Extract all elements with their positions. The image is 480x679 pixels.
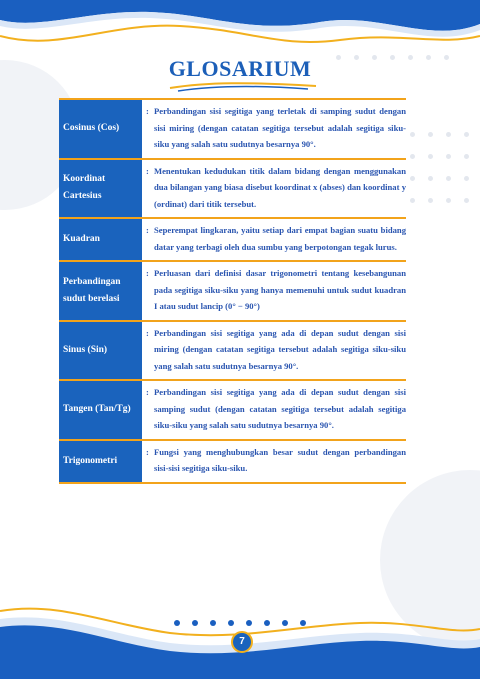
- glossary-row: [59, 441, 406, 484]
- decorative-dot-grid-right: [410, 132, 470, 232]
- definition-text: Fungsi yang menghubungkan besar sudut dengan perbandingan sisi-sisi segitiga siku-siku.: [154, 446, 406, 473]
- glossary-definition: : Perluasan dari definisi dasar trigonometri tentang kesebangunan pada segitiga siku-siku yang hanya memenuhi untuk sudut kuadran I atau sudut lancip (0° − 90°): [142, 262, 406, 320]
- definition-text: Perbandingan sisi segitiga yang ada di depan sudut dengan sisi miring (dengan catatan segitiga tersebut adalah segitiga siku-siku yang salah satu sudutnya besarnya 90°.: [154, 327, 406, 371]
- glossary-term: Sinus (Sin): [59, 322, 142, 380]
- glossary-definition: : Fungsi yang menghubungkan besar sudut dengan perbandingan sisi-sisi segitiga siku-siku.: [142, 441, 406, 482]
- glossary-row: [59, 262, 406, 322]
- glossary-definition: : Seperempat lingkaran, yaitu setiap dari empat bagian suatu bidang datar yang terbagi oleh dua sumbu yang berpotongan tegak lurus.: [142, 219, 406, 260]
- definition-text: Perbandingan sisi segitiga yang ada di depan sudut dengan sisi samping sudut (dengan catatan segitiga tersebut adalah segitiga siku-siku yang salah satu sudutnya besarnya 90°.: [154, 387, 406, 430]
- glossary-row: [59, 98, 406, 160]
- glossary-term: Koordinat Cartesius: [59, 160, 142, 218]
- glossary-row: [59, 160, 406, 220]
- glossary-term: Trigonometri: [59, 441, 142, 482]
- glossary-term: Tangen (Tan/Tg): [59, 381, 142, 439]
- page-number: 7: [231, 631, 253, 653]
- glossary-term: Cosinus (Cos): [59, 100, 142, 158]
- glossary-term: Perbandingan sudut berelasi: [59, 262, 142, 320]
- glossary-definition: : Perbandingan sisi segitiga yang terletak di samping sudut dengan sisi miring (dengan catatan segitiga tersebut adalah segitiga siku-siku yang salah satu sudutnya besarnya 90°.: [142, 100, 406, 158]
- glossary-table: [59, 98, 406, 484]
- page-title: GLOSARIUM: [168, 56, 312, 81]
- definition-text: Seperempat lingkaran, yaitu setiap dari empat bagian suatu bidang datar yang terbagi oleh dua sumbu yang berpotongan tegak lurus.: [154, 225, 406, 252]
- glossary-definition: : Perbandingan sisi segitiga yang ada di depan sudut dengan sisi samping sudut (dengan catatan segitiga tersebut adalah segitiga siku-siku yang salah satu sudutnya besarnya 90°.: [142, 381, 406, 439]
- definition-text: Perbandingan sisi segitiga yang terletak di samping sudut dengan sisi miring (dengan catatan segitiga tersebut adalah segitiga siku-siku yang salah satu sudutnya besarnya 90°.: [154, 106, 406, 149]
- title-block: [0, 56, 480, 82]
- definition-text: Menentukan kedudukan titik dalam bidang dengan menggunakan dua bilangan yang biasa disebut koordinat x (abses) dan koordinat y (ordinat) dari titik tersebut.: [154, 165, 406, 209]
- definition-text: Perluasan dari definisi dasar trigonometri tentang kesebangunan pada segitiga siku-siku yang hanya memenuhi untuk sudut kuadran I atau sudut lancip (0° − 90°): [154, 268, 406, 311]
- glossary-row: [59, 219, 406, 262]
- glossary-definition: : Menentukan kedudukan titik dalam bidang dengan menggunakan dua bilangan yang biasa disebut koordinat x (abses) dan koordinat y (ordinat) dari titik tersebut.: [142, 160, 406, 218]
- glossary-row: [59, 381, 406, 441]
- footer-dot-row: [174, 620, 324, 628]
- glossary-row: [59, 322, 406, 382]
- glossary-term: Kuadran: [59, 219, 142, 260]
- glossary-definition: : Perbandingan sisi segitiga yang ada di depan sudut dengan sisi miring (dengan catatan segitiga tersebut adalah segitiga siku-siku yang salah satu sudutnya besarnya 90°.: [142, 322, 406, 380]
- title-underline-swoosh: [168, 80, 318, 94]
